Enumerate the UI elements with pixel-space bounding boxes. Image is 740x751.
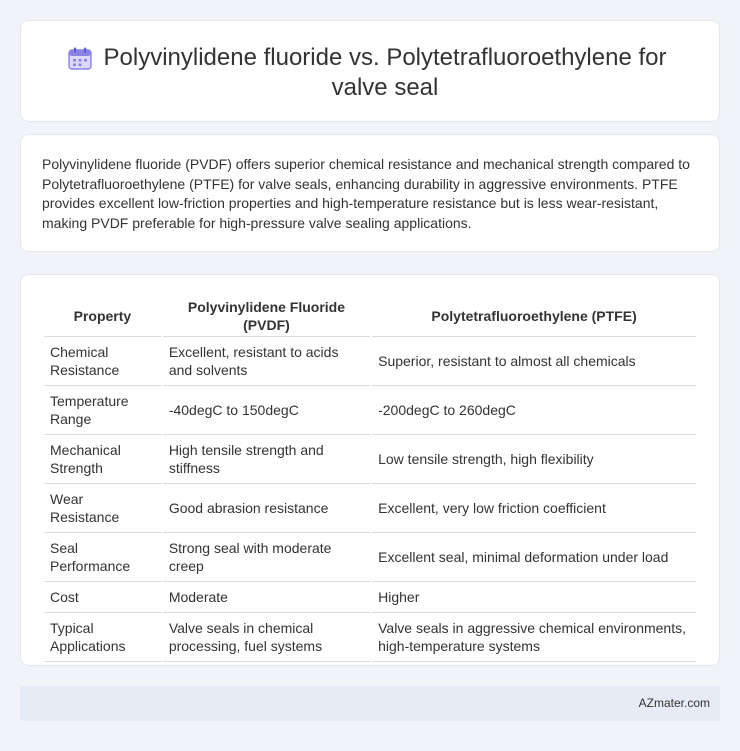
ptfe-cell: Higher <box>372 582 696 613</box>
property-cell: Typical Applications <box>44 613 161 662</box>
column-header-ptfe: Polytetrafluoroethylene (PTFE) <box>372 295 696 337</box>
intro-card <box>20 134 720 252</box>
footer-brand-link[interactable]: AZmater.com <box>638 696 710 710</box>
ptfe-cell: -200degC to 260degC <box>372 386 696 435</box>
property-cell: Chemical Resistance <box>44 337 161 386</box>
table-row <box>44 435 696 484</box>
column-header-property: Property <box>44 295 161 337</box>
intro-paragraph: Polyvinylidene fluoride (PVDF) offers superior chemical resistance and mechanical strength compared to Polytetrafluoroethylene (PTFE) for valve seals, enhancing durability in aggressive environments. PTFE provides excellent low-friction properties and high-temperature resistance but is less wear-resistant, making PVDF preferable for high-pressure valve sealing applications. <box>42 156 690 231</box>
table-row <box>44 582 696 613</box>
property-cell: Wear Resistance <box>44 484 161 533</box>
property-cell: Mechanical Strength <box>44 435 161 484</box>
column-header-pvdf: Polyvinylidene Fluoride (PVDF) <box>163 295 370 337</box>
pvdf-cell: -40degC to 150degC <box>163 386 370 435</box>
footer-bar <box>20 686 720 721</box>
ptfe-cell: Superior, resistant to almost all chemicals <box>372 337 696 386</box>
pvdf-cell: Strong seal with moderate creep <box>163 533 370 582</box>
ptfe-cell: Low tensile strength, high flexibility <box>372 435 696 484</box>
property-cell: Temperature Range <box>44 386 161 435</box>
pvdf-cell: Good abrasion resistance <box>163 484 370 533</box>
property-cell: Cost <box>44 582 161 613</box>
page-title: Polyvinylidene fluoride vs. Polytetrafluoroethylene for valve seal <box>103 44 667 101</box>
table-header-row <box>44 295 696 337</box>
pvdf-cell: Excellent, resistant to acids and solvents <box>163 337 370 386</box>
comparison-table <box>42 295 698 662</box>
pvdf-cell: Valve seals in chemical processing, fuel systems <box>163 613 370 662</box>
table-row <box>44 484 696 533</box>
table-row <box>44 386 696 435</box>
ptfe-cell: Excellent, very low friction coefficient <box>372 484 696 533</box>
table-row <box>44 613 696 662</box>
property-cell: Seal Performance <box>44 533 161 582</box>
table-row <box>44 533 696 582</box>
table-row <box>44 337 696 386</box>
title-card <box>20 20 720 122</box>
pvdf-cell: High tensile strength and stiffness <box>163 435 370 484</box>
ptfe-cell: Excellent seal, minimal deformation under load <box>372 533 696 582</box>
pvdf-cell: Moderate <box>163 582 370 613</box>
ptfe-cell: Valve seals in aggressive chemical environments, high-temperature systems <box>372 613 696 662</box>
comparison-table-card <box>20 274 720 666</box>
